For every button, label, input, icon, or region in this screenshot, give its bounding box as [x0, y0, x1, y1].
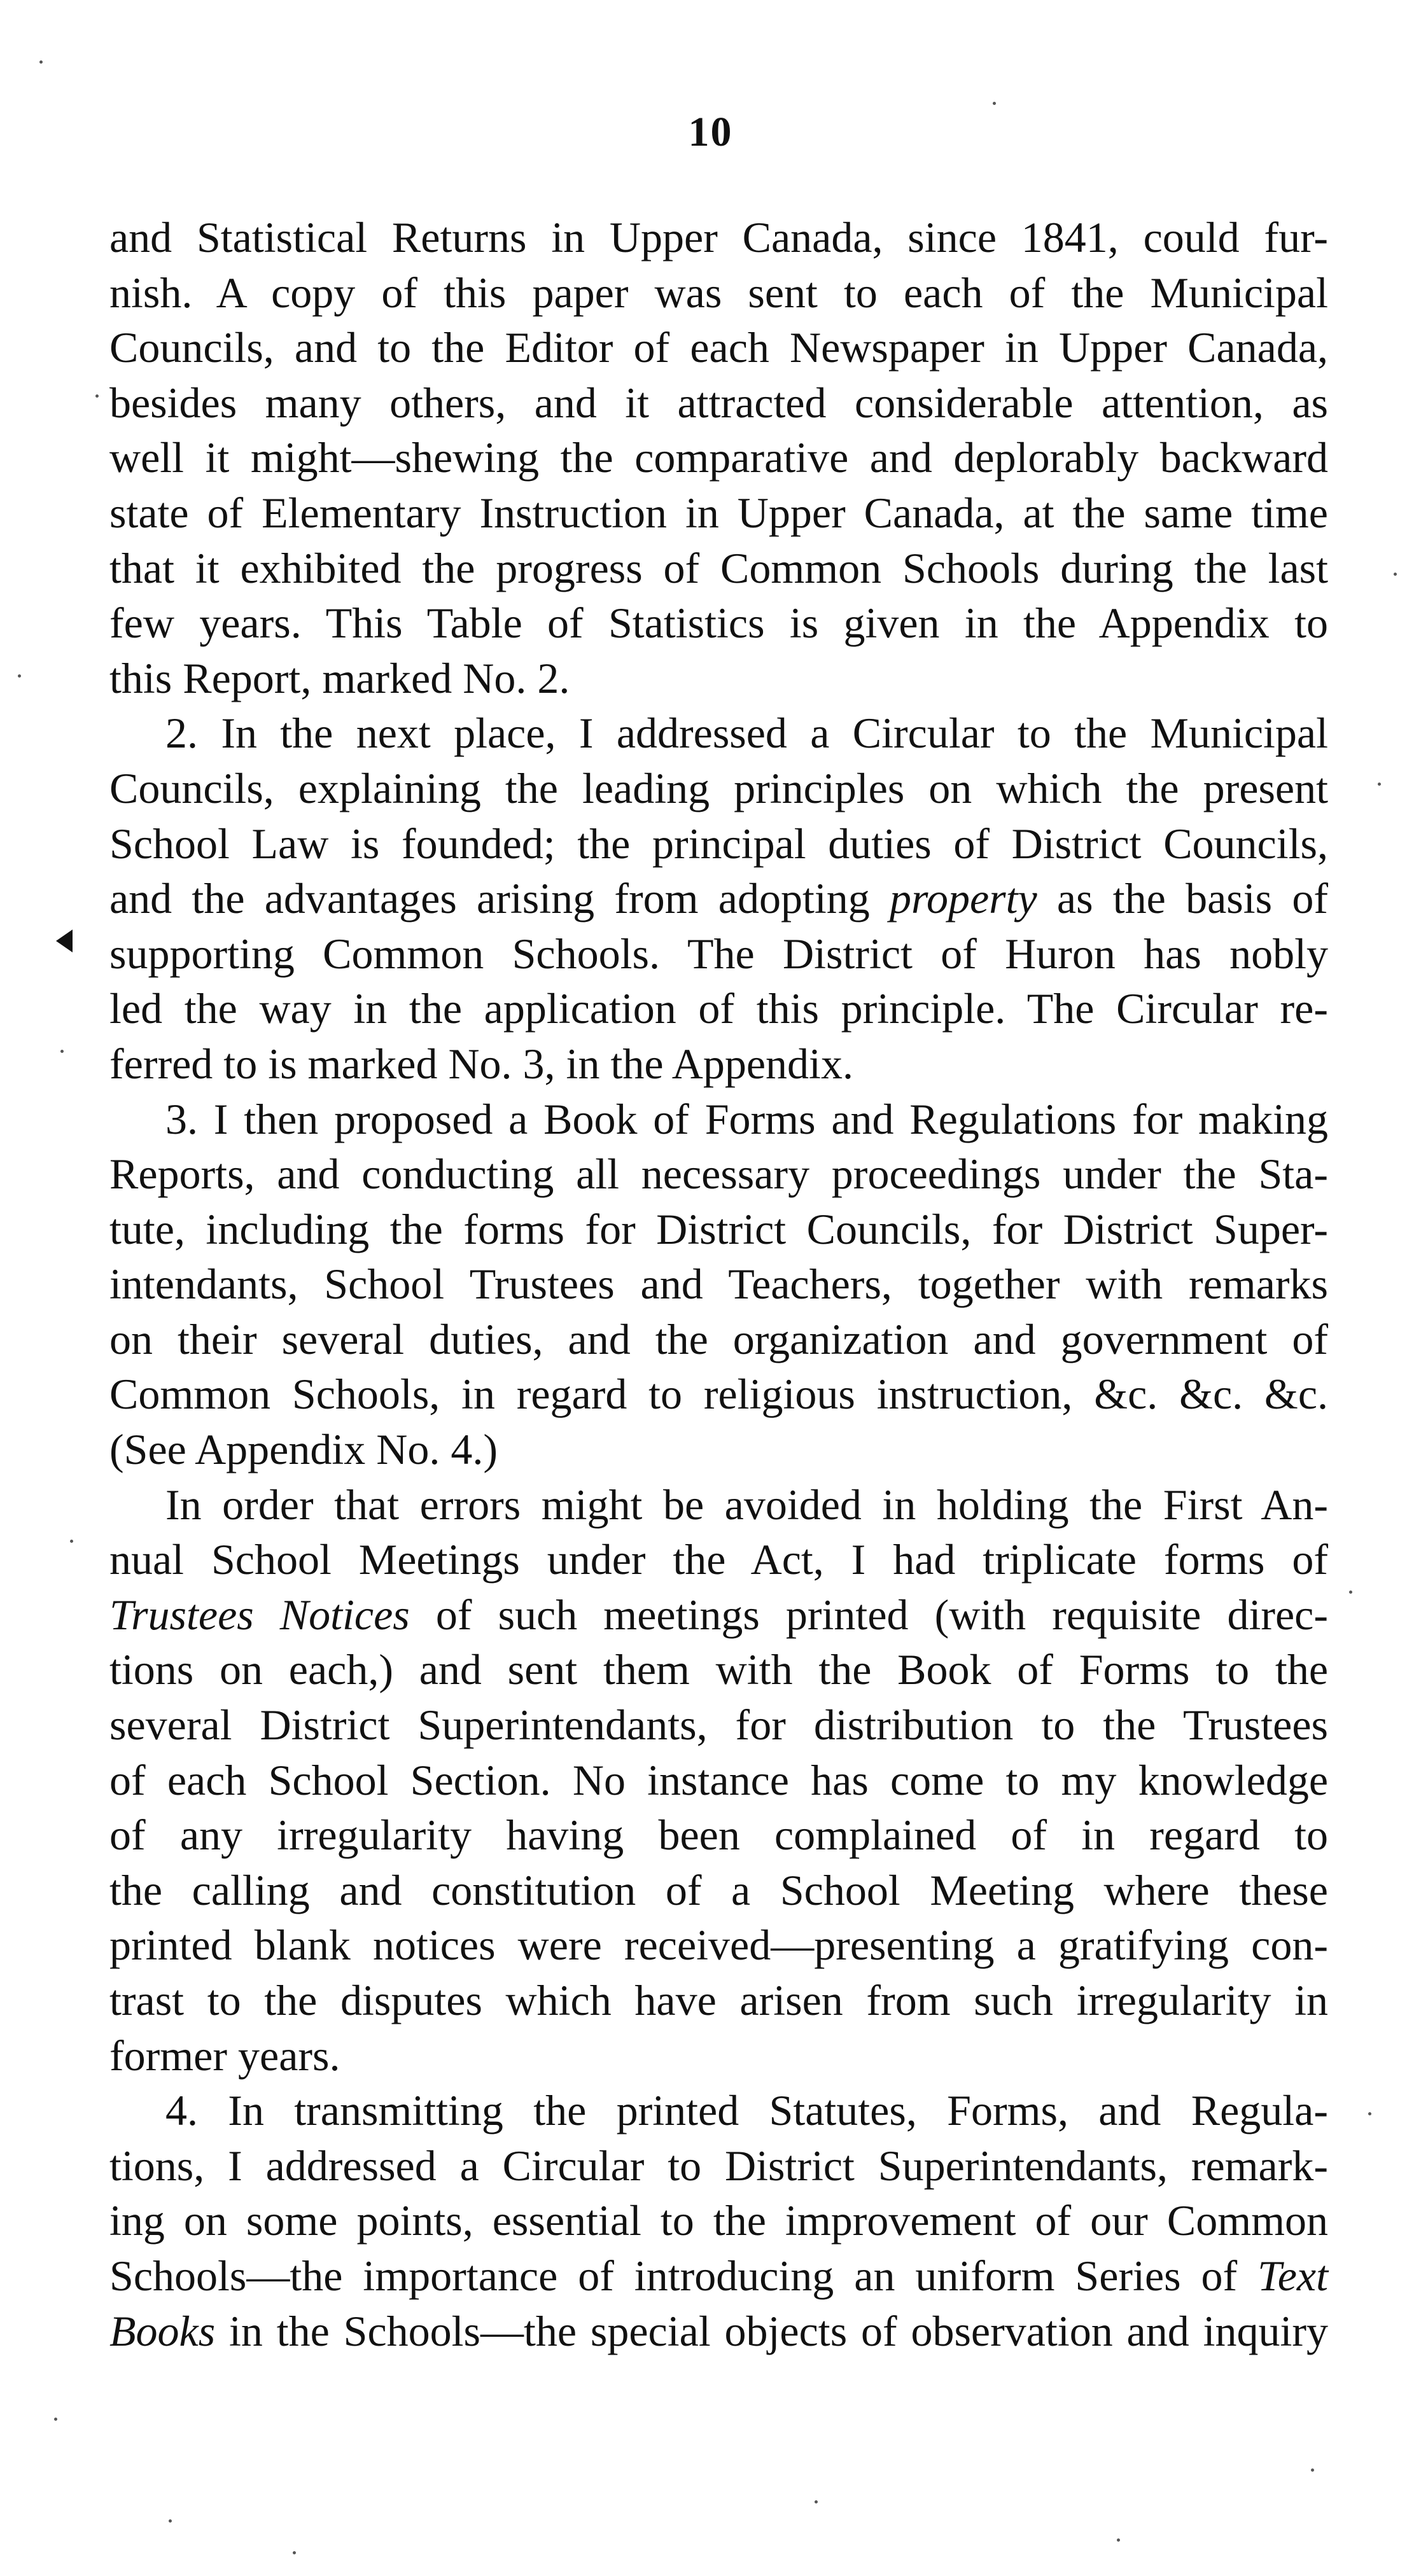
text-line: tions, I addressed a Circular to District Superintendants, remark-	[109, 2141, 1328, 2190]
text-line: and Statistical Returns in Upper Canada, since 1841, could fur-	[109, 213, 1328, 261]
italic-trustees-notices: Trustees Notices	[109, 1590, 410, 1639]
text-line: Common Schools, in regard to religious instruction, &c. &c. &c.	[109, 1370, 1328, 1419]
text-line: Councils, and to the Editor of each Newspaper in Upper Canada,	[109, 323, 1328, 372]
text-line: few years. This Table of Statistics is given in the Appendix to	[109, 599, 1328, 648]
text-line: Councils, explaining the leading principles on which the present	[109, 763, 1328, 812]
paragraph-3-start: 3. I then proposed a Book of Forms and Regulations for making	[165, 1094, 1328, 1143]
paragraph-meetings-start: In order that errors might be avoided in holding the First An-	[165, 1480, 1328, 1529]
scan-speck	[60, 1050, 64, 1053]
paragraph-4-start: 4. In transmitting the printed Statutes, Forms, and Regula-	[165, 2086, 1328, 2135]
text-line: printed blank notices were received—presenting a gratifying con-	[109, 1921, 1328, 1970]
text-line: Reports, and conducting all necessary proceedings under the Sta-	[109, 1150, 1328, 1199]
page-number: 10	[688, 109, 733, 155]
text-line: nish. A copy of this paper was sent to each of the Municipal	[109, 268, 1328, 317]
scan-speck	[1349, 1591, 1352, 1594]
text-line: several District Superintendants, for distribution to the Trustees	[109, 1701, 1328, 1750]
text-line: ferred to is marked No. 3, in the Appendix.	[109, 1039, 853, 1088]
text-line: tions on each,) and sent them with the Book of Forms to the	[109, 1645, 1328, 1694]
text-line: Books in the Schools—the special objects of observation and inquiry	[109, 2306, 1328, 2355]
text-line: well it might—shewing the comparative and deplorably backward	[109, 433, 1328, 482]
margin-pointer-mark	[56, 929, 73, 952]
italic-text: Text	[1257, 2251, 1328, 2300]
text-line: intendants, School Trustees and Teachers, together with remarks	[109, 1260, 1328, 1309]
text-line: of any irregularity having been complained of in regard to	[109, 1811, 1328, 1860]
text-line: Trustees Notices of such meetings printed (with requisite direc-	[109, 1590, 1328, 1639]
scan-speck	[39, 60, 43, 64]
text-line: the calling and constitution of a School Meeting where these	[109, 1865, 1328, 1914]
text-line: Schools—the importance of introducing an uniform Series of Text	[109, 2251, 1328, 2300]
text-line: (See Appendix No. 4.)	[109, 1425, 498, 1474]
scan-speck	[815, 2500, 818, 2503]
scan-speck	[1378, 783, 1381, 786]
italic-books: Books	[109, 2306, 216, 2355]
scan-speck	[169, 2519, 172, 2523]
scan-speck	[95, 394, 99, 398]
scan-speck	[54, 2418, 57, 2421]
scan-speck	[70, 1540, 73, 1543]
scan-speck	[1311, 2468, 1314, 2472]
text-line: and the advantages arising from adopting property as the basis of	[109, 874, 1328, 923]
scan-speck	[1368, 2112, 1371, 2115]
text-line: state of Elementary Instruction in Upper Canada, at the same time	[109, 488, 1328, 537]
text-line: ing on some points, essential to the improvement of our Common	[109, 2196, 1328, 2245]
text-line: tute, including the forms for District Councils, for District Super-	[109, 1204, 1328, 1253]
scan-speck	[293, 2551, 296, 2554]
paragraph-2-start: 2. In the next place, I addressed a Circular to the Municipal	[165, 709, 1328, 758]
text-line: of each School Section. No instance has come to my knowledge	[109, 1755, 1328, 1804]
italic-property: property	[890, 874, 1037, 923]
text-line: on their several duties, and the organization and government of	[109, 1314, 1328, 1363]
text-line: School Law is founded; the principal duties of District Councils,	[109, 819, 1328, 868]
text-line: trast to the disputes which have arisen from such irregularity in	[109, 1976, 1328, 2024]
text-line: besides many others, and it attracted considerable attention, as	[109, 378, 1328, 427]
text-line: nual School Meetings under the Act, I had triplicate forms of	[109, 1535, 1328, 1584]
body-text	[109, 210, 1328, 2358]
scan-speck	[1394, 573, 1397, 576]
text-line: that it exhibited the progress of Common Schools during the last	[109, 543, 1328, 592]
text-line: this Report, marked No. 2.	[109, 653, 570, 702]
scan-speck	[1117, 2538, 1120, 2542]
text-line: former years.	[109, 2031, 340, 2080]
scan-speck	[18, 674, 21, 678]
text-line: supporting Common Schools. The District of Huron has nobly	[109, 929, 1328, 978]
scan-speck	[993, 102, 996, 105]
text-line: led the way in the application of this principle. The Circular re-	[109, 984, 1328, 1033]
